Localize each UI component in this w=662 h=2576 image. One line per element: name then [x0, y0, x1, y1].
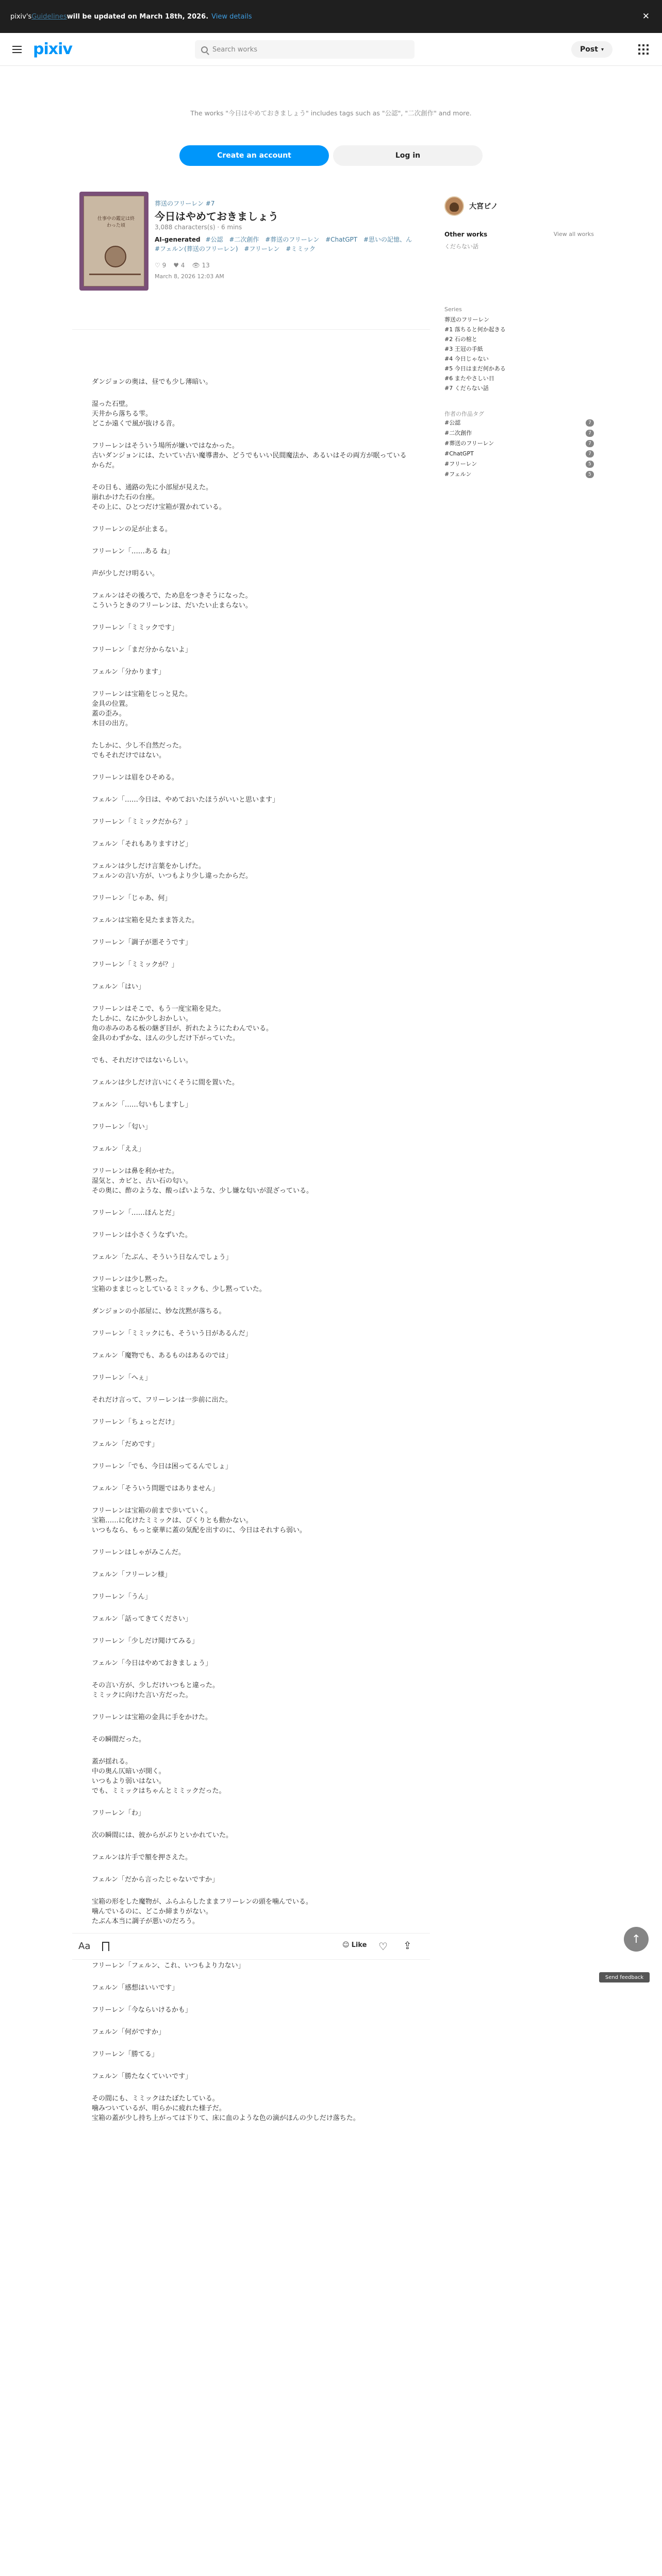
series-item[interactable]: #5 今日はまだ何かある: [444, 365, 506, 372]
novel-paragraph: フリーレン「へぇ」: [92, 1374, 152, 1382]
novel-paragraph: 声が少しだけ明るい。: [92, 570, 159, 578]
author-tag-list: [444, 418, 594, 480]
novel-paragraph: フェルンは片手で額を押さえた。: [92, 1854, 192, 1861]
novel-paragraph: フリーレンは鼻を利かせた。 湿気と、カビと、古い石の匂い。 その奥に、酢のような、酸っぱいような、少し嫌な匂いが混ざっている。: [92, 1167, 313, 1195]
other-works-header: [444, 231, 594, 238]
page-title: 今日はやめておきましょう: [155, 210, 278, 223]
smile-icon: ☺: [342, 1941, 350, 1949]
novel-paragraph: フェルン「そういう問題ではありません」: [92, 1485, 219, 1493]
author-tags-heading: 作者の作品タグ: [444, 411, 484, 417]
announcement-banner: [0, 0, 662, 33]
tag-link[interactable]: #フリーレン: [244, 245, 280, 252]
novel-paragraph: ダンジョンの小部屋に、妙な沈黙が落ちる。: [92, 1308, 226, 1315]
novel-paragraph: フリーレン「わ」: [92, 1809, 145, 1817]
novel-paragraph: フリーレン「勝てる」: [92, 2050, 158, 2058]
tag-list: [155, 235, 423, 253]
novel-paragraph: フェルンは少しだけ言葉をかしげた。 フェルンの言い方が、いつもより少し違ったからだ。: [92, 862, 253, 880]
novel-paragraph: フリーレン「……ほんとだ」: [92, 1209, 178, 1217]
tag-link[interactable]: #ChatGPT: [325, 236, 358, 243]
pixiv-logo[interactable]: pixiv: [33, 40, 72, 58]
series-item[interactable]: 葬送のフリーレン: [444, 316, 490, 323]
novel-paragraph: フェルンは少しだけ言いにくそうに間を置いた。: [92, 1079, 239, 1087]
novel-paragraph: ダンジョンの奥は、昼でも少し薄暗い。: [92, 378, 212, 386]
cover-image[interactable]: [79, 192, 148, 291]
novel-paragraph: フェルン「だから言ったじゃないですか」: [92, 1876, 219, 1884]
tag-link[interactable]: #葬送のフリーレン: [265, 236, 320, 243]
novel-paragraph: その瞬間だった。: [92, 1736, 146, 1743]
novel-paragraph: たしかに、少し不自然だった。 でもそれだけではない。: [92, 742, 186, 759]
tag-link[interactable]: #フェルン(葬送のフリーレン): [155, 245, 238, 252]
series-item[interactable]: #6 またやさしい日: [444, 375, 494, 382]
novel-paragraph: フェルン「それもありますけど」: [92, 840, 192, 848]
novel-paragraph: フェルン「話ってきてください」: [92, 1615, 192, 1623]
novel-paragraph: その言い方が、少しだけいつもと違った。 ミミックに向けた言い方だった。: [92, 1682, 220, 1699]
novel-paragraph: フリーレン「フェルン、これ、いつもより力ない」: [92, 1962, 245, 1970]
author-tag-item[interactable]: #公認 7: [444, 418, 594, 428]
novel-paragraph: その日も、通路の先に小部屋が見えた。 崩れかけた石の台座。 その上に、ひとつだけ宝箱が置かれている。: [92, 484, 226, 511]
novel-paragraph: フリーレンは宝箱の前まで歩いていく。 宝箱……に化けたミミックは、ぴくりとも動かない。 いつもなら、もっと豪華に蓋の気配を出すのに、今日はそれすら弱い。: [92, 1507, 307, 1534]
share-icon[interactable]: ⇪: [403, 1939, 412, 1952]
series-link[interactable]: 葬送のフリーレン #7: [155, 200, 215, 207]
novel-paragraph: フリーレンはそういう場所が嫌いではなかった。 古いダンジョンには、たいてい古い魔導書か、どうでもいい民間魔法か、あるいはその両方が眠っているからだ。: [92, 442, 407, 469]
series-item[interactable]: #1 落ちると何か起きる: [444, 326, 506, 333]
promo-text: The works "今日はやめておきましょう" includes tags such as "公認", "二次創作" and more.: [190, 109, 472, 117]
novel-paragraph: フェルン「何がですか」: [92, 2028, 166, 2036]
tag-link[interactable]: #二次創作: [229, 236, 259, 243]
novel-paragraph: フリーレン「ミミックが？」: [92, 961, 178, 969]
author-tag-item[interactable]: #ChatGPT 7: [444, 449, 594, 459]
apps-grid-icon[interactable]: [638, 44, 649, 55]
ai-generated-badge: AI-generated: [155, 236, 201, 243]
author-name[interactable]: 大宮ピノ: [469, 202, 498, 211]
novel-paragraph: フリーレン「……ある ね」: [92, 548, 174, 555]
series-item[interactable]: #4 今日じゃない: [444, 355, 489, 362]
search-input[interactable]: [195, 40, 415, 59]
novel-paragraph: フェルン「魔物でも、あるものはあるのでは」: [92, 1352, 233, 1360]
novel-paragraph: フリーレンはしゃがみこんだ。: [92, 1549, 185, 1556]
scroll-to-top-button[interactable]: ↑: [624, 1927, 649, 1952]
series-item[interactable]: #2 石の棺と: [444, 336, 477, 343]
novel-paragraph: フェルン「はい」: [92, 983, 145, 991]
author-card[interactable]: [444, 196, 594, 216]
novel-paragraph: フェルン「フリーレン様」: [92, 1571, 171, 1579]
novel-body: [92, 377, 411, 2136]
author-tag-item[interactable]: #フェルン 5: [444, 469, 594, 480]
login-button[interactable]: Log in: [333, 145, 483, 166]
search-placeholder: Search works: [212, 45, 258, 54]
novel-paragraph: フリーレンは宝箱の金具に手をかけた。: [92, 1714, 212, 1721]
author-tag-item[interactable]: #二次創作 7: [444, 428, 594, 438]
novel-paragraph: フェルン「だめです」: [92, 1440, 159, 1448]
view-all-link[interactable]: View all works: [553, 231, 594, 238]
close-icon[interactable]: ✕: [642, 11, 650, 22]
sidebar: [444, 196, 594, 480]
guidelines-link[interactable]: Guidelines: [31, 12, 67, 21]
reader-toolbar: [72, 1933, 430, 1960]
like-count: ♡ 9: [155, 262, 167, 269]
novel-paragraph: フリーレンは宝箱をじっと見た。 金具の位置。 蓋の歪み。 木目の出方。: [92, 690, 192, 727]
series-list: [444, 315, 594, 393]
heart-icon[interactable]: ♡: [378, 1940, 388, 1953]
view-details-link[interactable]: View details: [211, 12, 252, 21]
novel-paragraph: フェルンはその後ろで、ため息をつきそうになった。 こういうときのフリーレンは、だいたい止まらない。: [92, 592, 252, 609]
tag-count-badge: 7: [586, 430, 594, 437]
novel-paragraph: フリーレン「でも、今日は困ってるんでしょ」: [92, 1463, 232, 1470]
novel-paragraph: フリーレンは少し黙った。 宝箱のままじっとしているミミックも、少し黙っていた。: [92, 1276, 266, 1293]
novel-paragraph: フリーレン「まだ分からないよ」: [92, 646, 192, 654]
tag-link[interactable]: #公認: [205, 236, 223, 243]
author-tag-item[interactable]: #葬送のフリーレン 7: [444, 438, 594, 449]
chevron-down-icon: ▾: [601, 46, 604, 53]
tag-count-badge: 5: [586, 471, 594, 478]
novel-paragraph: フェルン「……匂いもしますし」: [92, 1101, 192, 1109]
novel-paragraph: フェルン「……今日は、やめておいたほうがいいと思います」: [92, 796, 279, 804]
novel-paragraph: フリーレン「今ならいけるかも」: [92, 2006, 192, 2014]
send-feedback-button[interactable]: Send feedback: [599, 1972, 650, 1982]
post-date: March 8, 2026 12:03 AM: [155, 273, 224, 280]
novel-paragraph: でも、それだけではないらしい。: [92, 1057, 193, 1064]
font-settings-button[interactable]: Aa: [78, 1941, 91, 1952]
novel-paragraph: フェルンは宝箱を見たまま答えた。: [92, 917, 199, 924]
comment-count: 👁 13: [192, 262, 210, 269]
banner-prefix: pixiv's: [10, 12, 32, 21]
novel-paragraph: その間にも、ミミックはたぼたしている。 噛みついているが、明らかに疲れた様子だ。 宝箱の蓋が少し持ち上がっては下りて、床に血のような色の滴がほんの少しだけ落ちた。: [92, 2095, 360, 2122]
post-button[interactable]: [571, 41, 613, 58]
novel-paragraph: フリーレン「調子が悪そうです」: [92, 939, 192, 946]
bookmark-icon[interactable]: [102, 1942, 109, 1951]
bookmark-count: ♥ 4: [173, 262, 185, 269]
novel-paragraph: フリーレン「ミミックだから？」: [92, 818, 192, 826]
novel-paragraph: フリーレンは眉をひそめる。: [92, 774, 178, 782]
novel-paragraph: フェルン「感想はいいです」: [92, 1984, 179, 1992]
avatar[interactable]: [444, 196, 464, 216]
novel-paragraph: フェルン「今日はやめておきましょう」: [92, 1659, 212, 1667]
series-heading: Series: [444, 306, 462, 313]
like-button[interactable]: ☺ Like: [342, 1941, 367, 1949]
novel-paragraph: フリーレン「ミミックです」: [92, 624, 178, 632]
novel-paragraph: 宝箱の形をした魔物が、ふらふらしたままフリーレンの頭を噛んでいる。 噛んでいるのに、どこか締まりがない。 たぶん本当に調子が悪いのだろう。: [92, 1898, 312, 1925]
other-work-item[interactable]: くだらない話: [444, 243, 478, 250]
novel-paragraph: フリーレン「ミミックにも、そういう日があるんだ」: [92, 1330, 252, 1337]
banner-text: will be updated on March 18th, 2026.: [67, 12, 209, 21]
novel-paragraph: フリーレン「少しだけ聞けてみる」: [92, 1637, 198, 1645]
other-works-heading: Other works: [444, 231, 488, 238]
novel-paragraph: フェルン「分かります」: [92, 668, 166, 676]
series-item[interactable]: #7 くだらない話: [444, 385, 489, 392]
novel-paragraph: フリーレンはそこで、もう一度宝箱を見た。 たしかに、なにか少しおかしい。 角の赤みのある板の継ぎ目が、折れたようにたわんでいる。 金具のわずかな、ほんの少しだけ下がっていた。: [92, 1005, 273, 1042]
novel-paragraph: フリーレン「じゃあ、何」: [92, 894, 172, 902]
search-icon: [201, 46, 208, 53]
work-main: [72, 185, 430, 2576]
menu-icon[interactable]: [12, 44, 22, 55]
author-tag-item[interactable]: #フリーレン 5: [444, 459, 594, 469]
work-stats: [155, 262, 210, 269]
work-meta: 3,088 characters(s) · 6 mins: [155, 224, 242, 231]
tag-count-badge: 5: [586, 461, 594, 468]
novel-paragraph: フェルン「たぶん、そういう日なんでしょう」: [92, 1253, 233, 1261]
series-item[interactable]: #3 王冠の手紙: [444, 346, 483, 352]
tag-link[interactable]: #思いの記憶、ん: [363, 236, 412, 243]
novel-paragraph: フェルン「勝たなくていいです」: [92, 2073, 192, 2080]
novel-paragraph: フリーレンは小さくうなずいた。: [92, 1231, 192, 1239]
tag-count-badge: 7: [586, 419, 594, 427]
novel-paragraph: 次の瞬間には、彼からがぶりといかれていた。: [92, 1832, 233, 1839]
tag-count-badge: 7: [586, 440, 594, 447]
novel-paragraph: それだけ言って、フリーレンは一歩前に出た。: [92, 1396, 232, 1404]
novel-paragraph: フリーレン「ちょっとだけ」: [92, 1418, 178, 1426]
create-account-button[interactable]: Create an account: [179, 145, 329, 166]
novel-paragraph: 蓋が揺れる。 中の奥ん仄暗いが開く。 いつもより弱いはない。 でも、ミミックはちゃんとミミックだった。: [92, 1758, 226, 1795]
novel-paragraph: フェルン「ええ」: [92, 1145, 145, 1153]
post-label: Post: [580, 45, 598, 54]
tag-link[interactable]: #ミミック: [286, 245, 316, 252]
tag-count-badge: 7: [586, 450, 594, 457]
novel-paragraph: フリーレンの足が止まる。: [92, 526, 172, 533]
novel-paragraph: 湿った石壁。 天井から落ちる雫。 どこか遠くで風が抜ける音。: [92, 400, 179, 428]
cover-title: 仕事中の鑑定は終わった頃: [97, 216, 135, 228]
site-header: [0, 33, 662, 66]
novel-paragraph: フリーレン「匂い」: [92, 1123, 152, 1131]
novel-paragraph: フリーレン「うん」: [92, 1593, 152, 1601]
work-header: [72, 185, 430, 330]
